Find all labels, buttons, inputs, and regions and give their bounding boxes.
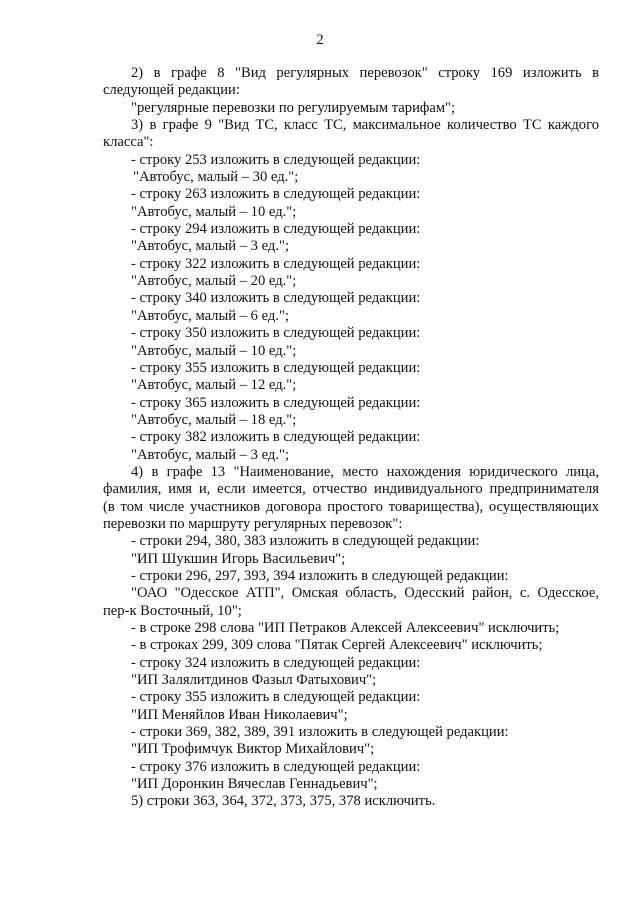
document-body	[103, 65, 599, 811]
text-line: - в строке 298 слова "ИП Петраков Алексей Алексеевич" исключить;	[131, 620, 560, 636]
text-line: - строки 294, 380, 383 изложить в следующей редакции:	[131, 533, 480, 550]
text-line: - строку 355 изложить в следующей редакции:	[131, 689, 421, 706]
text-line: - строку 350 изложить в следующей редакции:	[131, 325, 421, 342]
text-line: - строки 369, 382, 389, 391 изложить в следующей редакции:	[131, 724, 509, 741]
text-line: "Автобус, малый – 20 ед.";	[131, 273, 297, 290]
page-number: 2	[316, 32, 324, 48]
text-line: - в строках 299, 309 слова "Пятак Сергей Алексеевич" исключить;	[131, 637, 543, 654]
text-line: "ИП Залялитдинов Фазыл Фатыхович";	[131, 672, 377, 689]
text-line: 2) в графе 8 "Вид регулярных перевозок" строку 169 изложить в	[131, 65, 599, 81]
text-line: - строку 355 изложить в следующей редакции:	[131, 359, 421, 376]
text-line: перевозки по маршруту регулярных перевозок":	[103, 515, 403, 532]
text-line: "Автобус, малый – 3 ед.";	[131, 446, 289, 463]
text-line: "Автобус, малый – 12 ед.";	[131, 377, 297, 394]
text-line: "Автобус, малый – 10 ед.";	[131, 342, 297, 359]
text-line: "Автобус, малый – 3 ед.";	[131, 238, 289, 255]
text-line: - строки 296, 297, 393, 394 изложить в следующей редакции:	[131, 567, 509, 584]
text-line: - строку 324 изложить в следующей редакции:	[131, 654, 421, 671]
text-line: "Автобус, малый – 18 ед.";	[131, 411, 297, 428]
text-line: - строку 253 изложить в следующей редакции:	[131, 151, 421, 168]
text-line: "регулярные перевозки по регулируемым тарифам";	[131, 99, 456, 116]
text-line: - строку 376 изложить в следующей редакции:	[131, 758, 421, 775]
text-line: - строку 294 изложить в следующей редакции:	[131, 221, 421, 238]
text-line: 3) в графе 9 "Вид ТС, класс ТС, максимальное количество ТС каждого	[131, 117, 599, 134]
text-line: "ИП Шукшин Игорь Васильевич";	[131, 550, 346, 567]
text-line: "Автобус, малый – 6 ед.";	[131, 307, 289, 324]
text-line: - строку 365 изложить в следующей редакции:	[131, 394, 421, 411]
text-line: класса":	[103, 134, 154, 151]
text-line: "Автобус, малый – 30 ед.";	[133, 169, 299, 186]
text-line: пер-к Восточный, 10";	[103, 602, 242, 619]
text-line: фамилия, имя и, если имеется, отчество индивидуального предпринимателя	[103, 481, 599, 498]
text-line: - строку 263 изложить в следующей редакции:	[131, 186, 421, 203]
text-line: - строку 340 изложить в следующей редакции:	[131, 290, 421, 307]
text-line: 4) в графе 13 "Наименование, место нахождения юридического лица,	[131, 463, 599, 480]
text-line: 5) строки 363, 364, 372, 373, 375, 378 исключить.	[131, 793, 436, 810]
text-line: - строку 382 изложить в следующей редакции:	[131, 429, 421, 446]
text-line: "ИП Доронкин Вячеслав Геннадьевич";	[131, 776, 378, 793]
text-line: "ИП Меняйлов Иван Николаевич";	[131, 706, 348, 723]
text-line: "ОАО "Одесское АТП", Омская область, Одесский район, с. Одесское,	[131, 585, 599, 602]
text-line: следующей редакции:	[103, 82, 240, 99]
text-line: (в том числе участников договора простого товарищества), осуществляющих	[103, 498, 599, 515]
text-line: "ИП Трофимчук Виктор Михайлович";	[131, 741, 375, 758]
text-line: - строку 322 изложить в следующей редакции:	[131, 255, 421, 272]
text-line: "Автобус, малый – 10 ед.";	[131, 203, 297, 220]
